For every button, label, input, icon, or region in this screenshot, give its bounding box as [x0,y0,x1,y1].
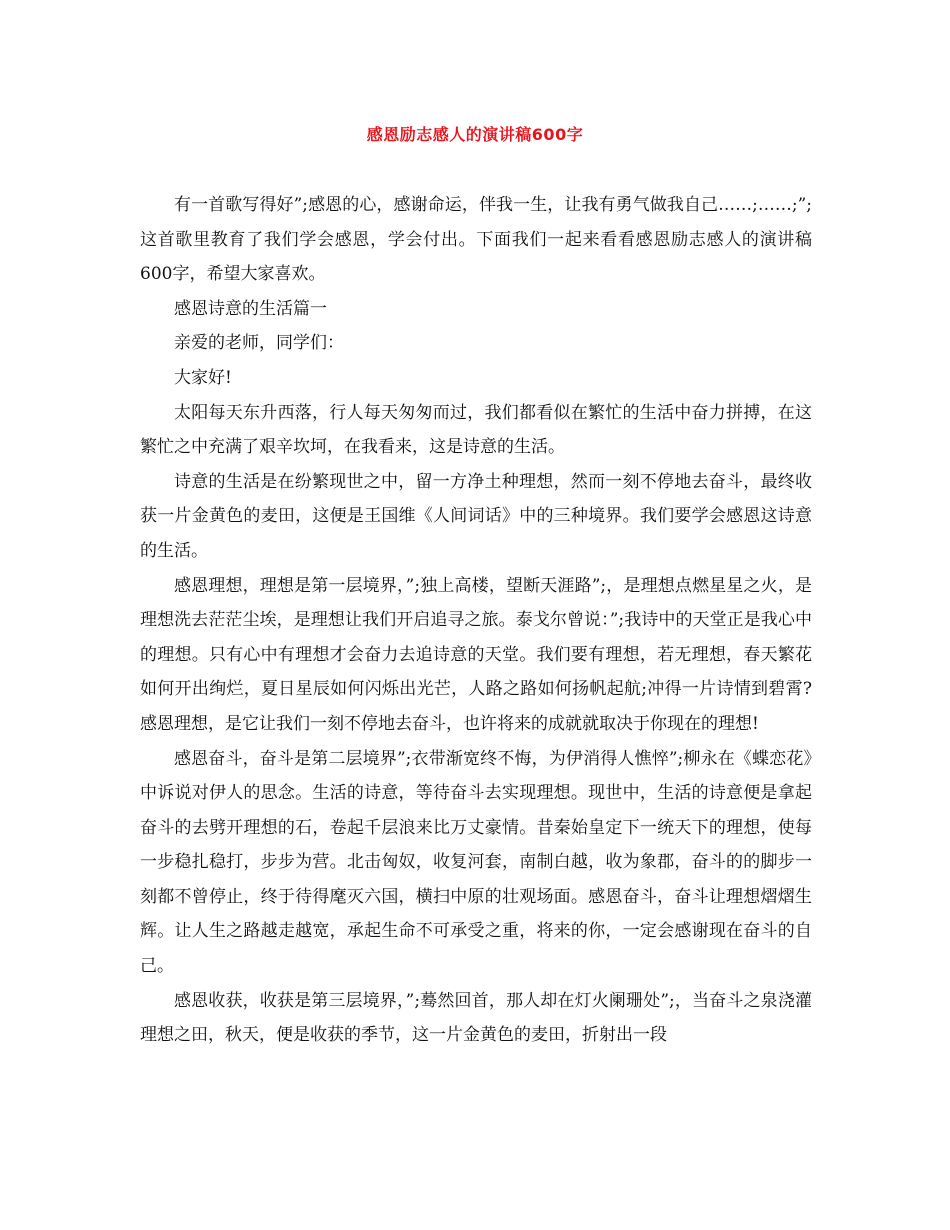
paragraph-body: 诗意的生活是在纷繁现世之中，留一方净土种理想，然而一刻不停地去奋斗，最终收获一片金黄色的麦田，这便是王国维《人间词话》中的三种境界。我们要学会感恩这诗意的生活。 [140,471,812,561]
paragraph-salutation: 亲爱的老师，同学们： [174,333,344,354]
paragraph-greeting: 大家好! [174,367,232,388]
paragraph-body: 感恩理想，理想是第一层境界，”;独上高楼，望断天涯路”;，是理想点燃星星之火，是理想洗去茫茫尘埃，是理想让我们开启追寻之旅。泰戈尔曾说：”;我诗中的天堂正是我心中的理想。只有心中有理想才会奋力去追诗意的天堂。我们要有理想，若无理想，春天繁花如何开出绚烂，夏日星辰如何闪烁出光芒，人路之路如何扬帆起航;冲得一片诗情到碧霄?感恩理想，是它让我们一刻不停地去奋斗，也许将来的成就就取决于你现在的理想! [140,575,812,734]
paragraph-body: 太阳每天东升西落，行人每天匆匆而过，我们都看似在繁忙的生活中奋力拼搏，在这繁忙之中充满了艰辛坎坷，在我看来，这是诗意的生活。 [140,402,812,458]
document-title: 感恩励志感人的演讲稿600字 [366,125,584,144]
paragraph-body: 感恩收获，收获是第三层境界，”;蓦然回首，那人却在灯火阑珊处”;，当奋斗之泉浇灌理想之田，秋天，便是收获的季节，这一片金黄色的麦田，折射出一段 [140,990,812,1046]
paragraph-section-heading: 感恩诗意的生活篇一 [174,298,327,319]
document-body [140,188,812,1053]
paragraph-body: 感恩奋斗，奋斗是第二层境界”;衣带渐宽终不悔，为伊消得人憔悴”;柳永在《蝶恋花》中诉说对伊人的思念。生活的诗意，等待奋斗去实现理想。现世中，生活的诗意便是拿起奋斗的去劈开理想的石，卷起千层浪来比万丈豪情。昔秦始皇定下一统天下的理想，使每一步稳扎稳打，步步为营。北击匈奴，收复河套，南制白越，收为象郡，奋斗的的脚步一刻都不曾停止，终于待得麾灭六国，横扫中原的壮观场面。感恩奋斗，奋斗让理想熠熠生辉。让人生之路越走越宽，承起生命不可承受之重，将来的你，一定会感谢现在奋斗的自己。 [140,748,812,977]
paragraph-intro: 有一首歌写得好”;感恩的心，感谢命运，伴我一生，让我有勇气做我自己……;……;”;这首歌里教育了我们学会感恩，学会付出。下面我们一起来看看感恩励志感人的演讲稿600字，希望大家喜欢。 [140,195,812,285]
